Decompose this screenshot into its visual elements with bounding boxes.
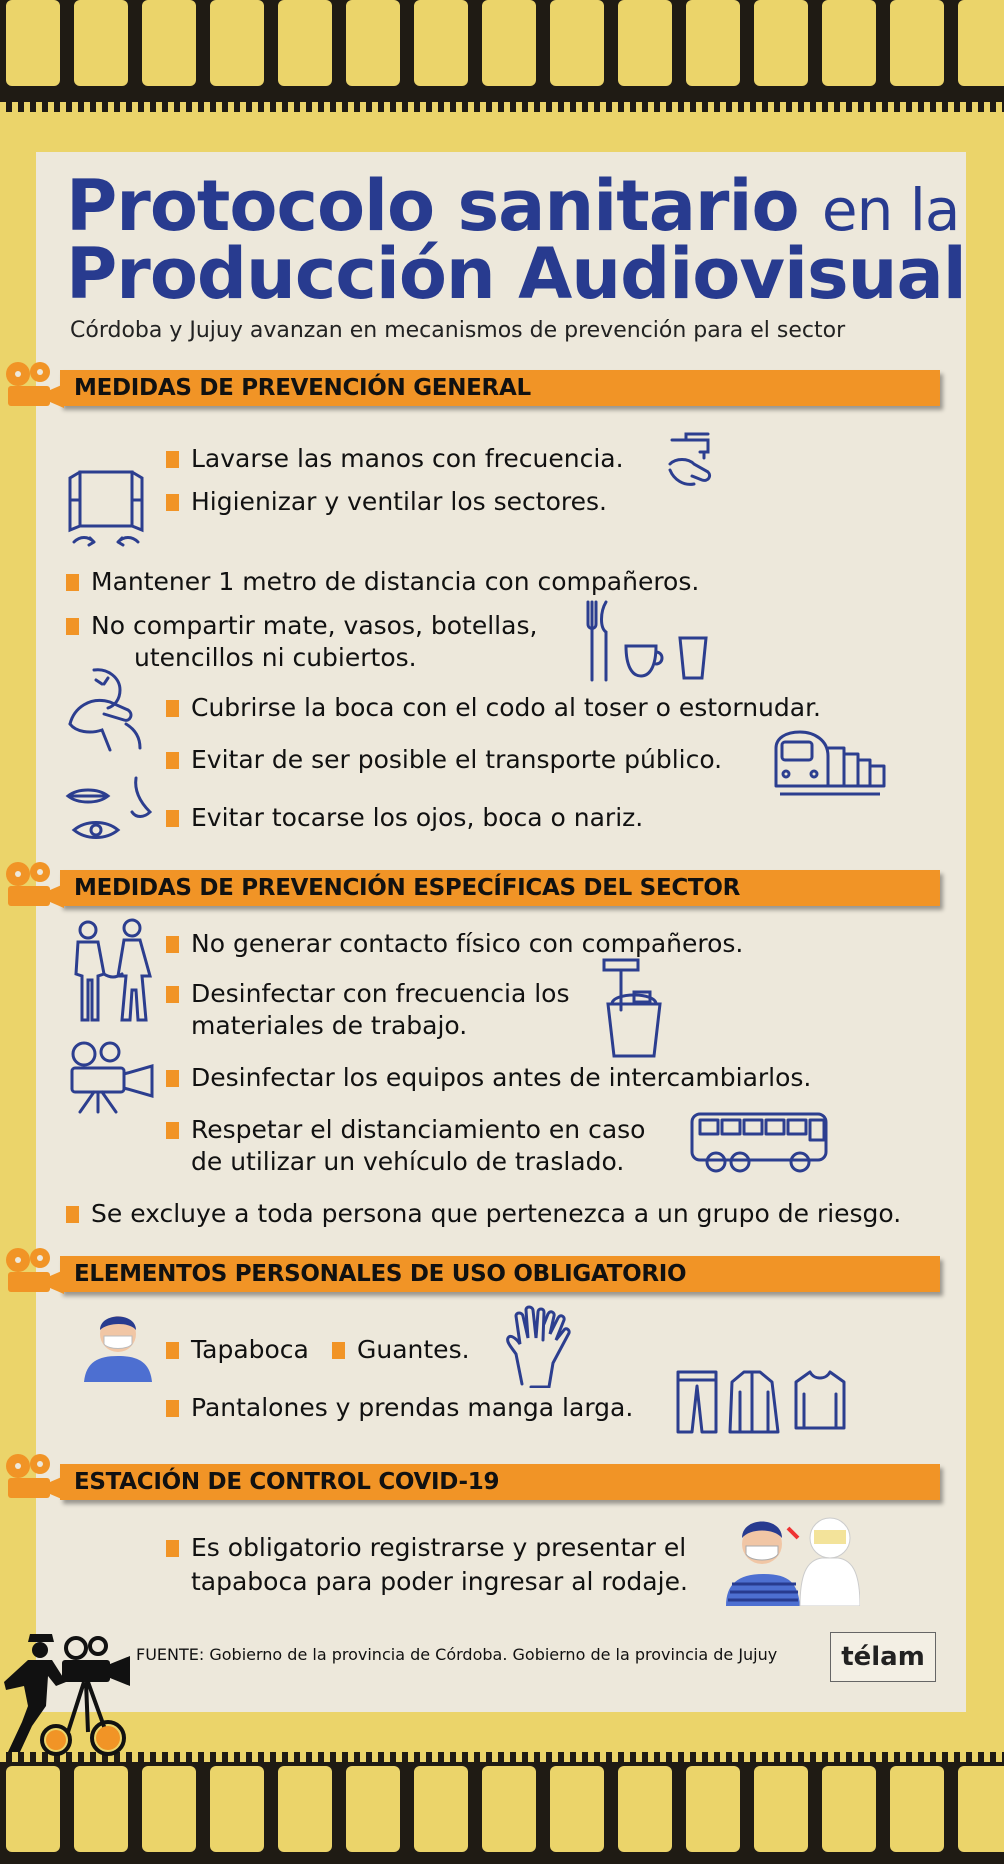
- film-frame: [958, 0, 1004, 86]
- page-title-line2: Producción Audiovisual: [66, 233, 966, 315]
- film-frame: [142, 1766, 196, 1852]
- film-frame: [958, 1766, 1004, 1852]
- page-title-line1: Protocolo sanitario en la: [66, 165, 960, 247]
- bucket-mop-icon: [598, 956, 668, 1060]
- list-item: Evitar tocarse los ojos, boca o nariz.: [166, 802, 643, 834]
- telam-logo: télam: [830, 1632, 936, 1682]
- section-title: ESTACIÓN DE CONTROL COVID-19: [74, 1469, 500, 1495]
- film-frame: [74, 0, 128, 86]
- film-strip-bottom: [0, 1752, 1004, 1864]
- film-frame: [6, 1766, 60, 1852]
- list-item: Guantes.: [332, 1334, 470, 1366]
- list-item: Desinfectar los equipos antes de intercambiarlos.: [166, 1062, 811, 1094]
- section-general: [60, 370, 940, 406]
- film-reel-icon: [2, 1452, 66, 1508]
- list-item: Se excluye a toda persona que pertenezca a un grupo de riesgo.: [66, 1198, 901, 1230]
- film-frame: [482, 1766, 536, 1852]
- film-frame: [822, 1766, 876, 1852]
- list-item-continuation: materiales de trabajo.: [191, 1011, 468, 1040]
- film-frame: [618, 0, 672, 86]
- film-frame: [210, 1766, 264, 1852]
- list-item: Lavarse las manos con frecuencia.: [166, 443, 624, 475]
- health-worker-icon: [724, 1508, 860, 1606]
- film-frame: [550, 1766, 604, 1852]
- film-frame: [754, 0, 808, 86]
- section-title: MEDIDAS DE PREVENCIÓN GENERAL: [74, 375, 531, 401]
- film-reel-icon: [2, 360, 66, 416]
- source-credit: FUENTE: Gobierno de la provincia de Córdoba. Gobierno de la provincia de Jujuy: [136, 1645, 778, 1664]
- section-specific: [60, 870, 940, 906]
- film-frame: [414, 1766, 468, 1852]
- film-frame: [278, 1766, 332, 1852]
- cutlery-icon: [582, 598, 712, 682]
- list-item: No generar contacto físico con compañeros.: [166, 928, 743, 960]
- list-item-continuation: de utilizar un vehículo de traslado.: [191, 1147, 625, 1176]
- list-item: Es obligatorio registrarse y presentar el: [166, 1532, 686, 1564]
- movie-camera-icon: [64, 1040, 160, 1114]
- list-item: Desinfectar con frecuencia los: [166, 978, 570, 1010]
- list-item: Tapaboca: [166, 1334, 309, 1366]
- section-title: ELEMENTOS PERSONALES DE USO OBLIGATORIO: [74, 1261, 687, 1287]
- masked-person-icon: [82, 1304, 154, 1382]
- film-frame: [686, 0, 740, 86]
- list-item: Cubrirse la boca con el codo al toser o estornudar.: [166, 692, 821, 724]
- section-covid-control: [60, 1464, 940, 1500]
- film-frame: [890, 0, 944, 86]
- section-personal-items: [60, 1256, 940, 1292]
- film-frame: [74, 1766, 128, 1852]
- film-frame: [822, 0, 876, 86]
- list-item: Respetar el distanciamiento en caso: [166, 1114, 645, 1146]
- film-frame: [890, 1766, 944, 1852]
- list-item-continuation: utencillos ni cubiertos.: [134, 643, 417, 672]
- film-frame: [6, 0, 60, 86]
- film-frame: [278, 0, 332, 86]
- bus-icon: [688, 1110, 834, 1176]
- film-reel-icon: [2, 1246, 66, 1302]
- train-icon: [770, 728, 890, 800]
- film-frame: [686, 1766, 740, 1852]
- page-subtitle: Córdoba y Jujuy avanzan en mecanismos de prevención para el sector: [70, 318, 846, 343]
- film-frame: [346, 1766, 400, 1852]
- film-frame: [414, 0, 468, 86]
- list-item-continuation: tapaboca para poder ingresar al rodaje.: [191, 1567, 688, 1596]
- film-frame: [618, 1766, 672, 1852]
- section-title: MEDIDAS DE PREVENCIÓN ESPECÍFICAS DEL SECTOR: [74, 875, 740, 901]
- film-frame: [550, 0, 604, 86]
- list-item: Pantalones y prendas manga larga.: [166, 1392, 633, 1424]
- film-frame: [346, 0, 400, 86]
- couple-icon: [66, 918, 158, 1024]
- list-item: Mantener 1 metro de distancia con compañeros.: [66, 566, 699, 598]
- film-frame: [142, 0, 196, 86]
- film-frame: [754, 1766, 808, 1852]
- film-strip-top: [0, 0, 1004, 112]
- sneeze-elbow-icon: [66, 664, 148, 754]
- gloves-icon: [504, 1304, 574, 1388]
- cameraman-icon: [0, 1622, 140, 1758]
- film-frame: [210, 0, 264, 86]
- face-icon: [64, 774, 158, 848]
- hand-wash-icon: [666, 430, 718, 492]
- list-item: Higienizar y ventilar los sectores.: [166, 486, 607, 518]
- clothes-icon: [674, 1368, 846, 1434]
- window-icon: [66, 466, 146, 550]
- list-item: Evitar de ser posible el transporte público.: [166, 744, 722, 776]
- film-reel-icon: [2, 860, 66, 916]
- list-item: No compartir mate, vasos, botellas,: [66, 610, 537, 642]
- film-frame: [482, 0, 536, 86]
